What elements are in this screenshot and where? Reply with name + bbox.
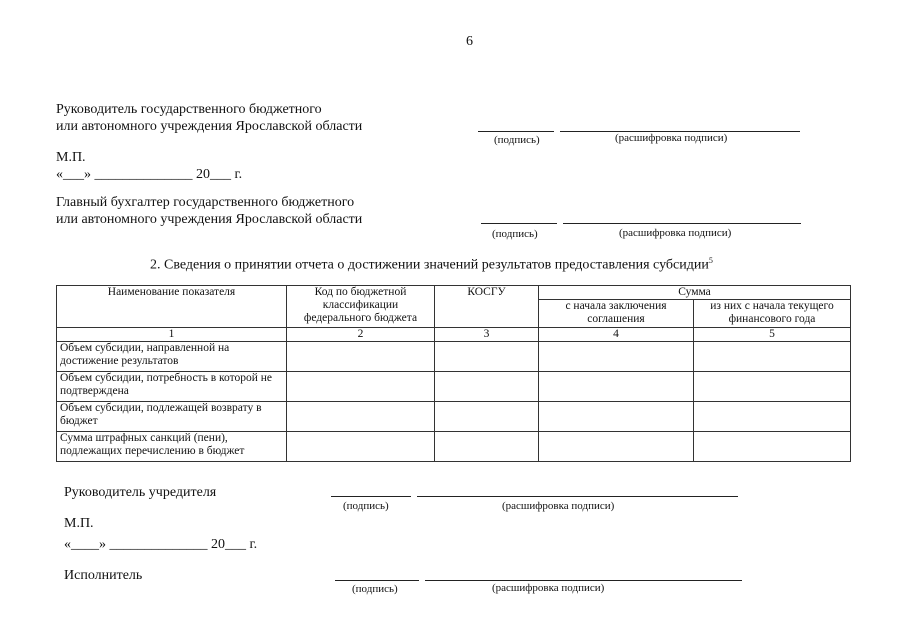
cell-code[interactable]: [287, 402, 435, 432]
cell-kosgu[interactable]: [435, 342, 539, 372]
cell-code[interactable]: [287, 342, 435, 372]
section-title: [150, 256, 713, 274]
row-label: Объем субсидии, потребность в которой не подтверждена: [57, 372, 287, 402]
section-title-text: 2. Сведения о принятии отчета о достижении значений результатов предоставления субсидии: [150, 257, 709, 273]
row-label: Сумма штрафных санкций (пени), подлежащих перечислению в бюджет: [57, 432, 287, 462]
founder-signature-line: [331, 496, 411, 497]
col-number-5: 5: [694, 328, 851, 342]
cell-kosgu[interactable]: [435, 372, 539, 402]
row-label: Объем субсидии, подлежащей возврату в бюджет: [57, 402, 287, 432]
founder-decode-label: (расшифровка подписи): [502, 500, 615, 512]
executor-signature-line: [335, 580, 419, 581]
head-sign-label: (подпись): [494, 134, 540, 146]
table-row: [57, 432, 851, 462]
cell-code[interactable]: [287, 432, 435, 462]
header-sum: Сумма: [539, 286, 851, 300]
founder-sign-label: (подпись): [343, 500, 389, 512]
head-decode-label: (расшифровка подписи): [615, 132, 728, 144]
cell-kosgu[interactable]: [435, 432, 539, 462]
table-row: [57, 372, 851, 402]
stamp2-mp: М.П.: [64, 516, 94, 531]
row-label: Объем субсидии, направленной на достижение результатов: [57, 342, 287, 372]
accountant-title-line1: Главный бухгалтер государственного бюджетного: [56, 195, 355, 210]
cell-kosgu[interactable]: [435, 402, 539, 432]
executor-decode-label: (расшифровка подписи): [492, 582, 605, 594]
table-row: [57, 342, 851, 372]
cell-sum-year[interactable]: [694, 402, 851, 432]
cell-sum-year[interactable]: [694, 342, 851, 372]
executor-decode-line: [425, 580, 742, 581]
cell-sum-agreement[interactable]: [539, 432, 694, 462]
accountant-signature-line: [481, 223, 557, 224]
head-signature-line: [478, 131, 554, 132]
col-number-2: 2: [287, 328, 435, 342]
accountant-decode-label: (расшифровка подписи): [619, 227, 732, 239]
stamp-mp: М.П.: [56, 150, 86, 165]
table-row: [57, 402, 851, 432]
executor-title: Исполнитель: [64, 568, 143, 583]
executor-sign-label: (подпись): [352, 583, 398, 595]
cell-sum-agreement[interactable]: [539, 402, 694, 432]
stamp-date: «___» ______________ 20___ г.: [56, 167, 243, 182]
col-number-3: 3: [435, 328, 539, 342]
subsidy-report-table: [56, 285, 851, 462]
head-title-line1: Руководитель государственного бюджетного: [56, 102, 322, 117]
accountant-decode-line: [563, 223, 801, 224]
header-sum-from-year: из них с начала текущего финансового года: [694, 300, 851, 328]
col-number-1: 1: [57, 328, 287, 342]
cell-code[interactable]: [287, 372, 435, 402]
accountant-sign-label: (подпись): [492, 228, 538, 240]
section-footnote: 5: [708, 256, 713, 265]
header-sum-from-agreement: с начала заключения соглашения: [539, 300, 694, 328]
header-kosgu: КОСГУ: [435, 286, 539, 328]
cell-sum-agreement[interactable]: [539, 372, 694, 402]
head-title-line2: или автономного учреждения Ярославской области: [56, 119, 363, 134]
accountant-title-line2: или автономного учреждения Ярославской области: [56, 212, 363, 227]
page-number: 6: [466, 34, 473, 49]
founder-decode-line: [417, 496, 738, 497]
founder-title: Руководитель учредителя: [64, 485, 217, 500]
header-code: Код по бюджетной классификации федерального бюджета: [287, 286, 435, 328]
stamp2-date: «____» ______________ 20___ г.: [64, 537, 258, 552]
cell-sum-year[interactable]: [694, 372, 851, 402]
cell-sum-year[interactable]: [694, 432, 851, 462]
col-number-4: 4: [539, 328, 694, 342]
cell-sum-agreement[interactable]: [539, 342, 694, 372]
header-name: Наименование показателя: [57, 286, 287, 328]
